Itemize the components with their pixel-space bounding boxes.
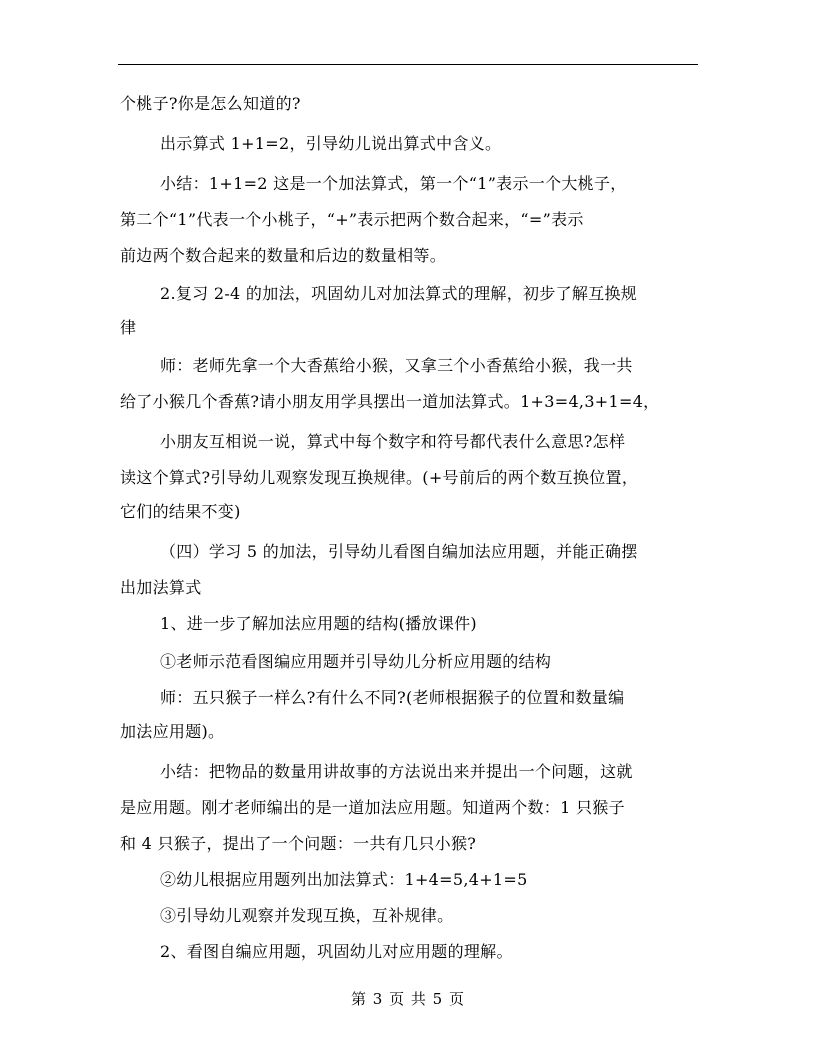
paragraph-line: 律	[120, 318, 137, 337]
paragraph-line: ②幼儿根据应用题列出加法算式：1+4=5,4+1=5	[160, 870, 528, 889]
paragraph-line: 个桃子?你是怎么知道的?	[120, 94, 301, 113]
paragraph-line: 2、看图自编应用题，巩固幼儿对应用题的理解。	[160, 942, 513, 961]
page-number: 第 3 页 共 5 页	[351, 990, 465, 1008]
paragraph-line: 出加法算式	[120, 578, 202, 597]
paragraph-line: 2.复习 2-4 的加法，巩固幼儿对加法算式的理解，初步了解互换规	[160, 284, 638, 303]
paragraph-line: 小结：把物品的数量用讲故事的方法说出来并提出一个问题，这就	[160, 762, 633, 781]
paragraph-line: 它们的结果不变)	[120, 502, 241, 521]
paragraph-line: ①老师示范看图编应用题并引导幼儿分析应用题的结构	[160, 652, 552, 671]
paragraph-line: 加法应用题)。	[120, 722, 225, 741]
paragraph-line: 出示算式 1+1=2，引导幼儿说出算式中含义。	[160, 134, 502, 153]
paragraph-line: 是应用题。刚才老师编出的是一道加法应用题。知道两个数：1 只猴子	[120, 798, 625, 817]
paragraph-line: 小朋友互相说一说，算式中每个数字和符号都代表什么意思?怎样	[160, 432, 626, 451]
paragraph-line: 1、进一步了解加法应用题的结构(播放课件)	[160, 614, 477, 633]
paragraph-line: 前边两个数合起来的数量和后边的数量相等。	[120, 246, 447, 265]
paragraph-line: 第二个“1”代表一个小桃子，“+”表示把两个数合起来，“=”表示	[120, 210, 584, 229]
paragraph-line: 和 4 只猴子，提出了一个问题：一共有几只小猴?	[120, 834, 477, 853]
header-rule	[118, 64, 698, 65]
paragraph-line: ③引导幼儿观察并发现互换，互补规律。	[160, 906, 454, 925]
paragraph-line: 小结：1+1=2 这是一个加法算式，第一个“1”表示一个大桃子，	[160, 174, 627, 193]
paragraph-line: 师：五只猴子一样么?有什么不同?(老师根据猴子的位置和数量编	[160, 688, 625, 707]
paragraph-line: （四）学习 5 的加法，引导幼儿看图自编加法应用题，并能正确摆	[160, 542, 638, 561]
paragraph-line: 师：老师先拿一个大香蕉给小猴，又拿三个小香蕉给小猴，我一共	[160, 356, 633, 375]
paragraph-line: 读这个算式?引导幼儿观察发现互换规律。(+号前后的两个数互换位置，	[120, 468, 639, 487]
paragraph-line: 给了小猴几个香蕉?请小朋友用学具摆出一道加法算式。1+3=4,3+1=4，	[120, 392, 660, 411]
